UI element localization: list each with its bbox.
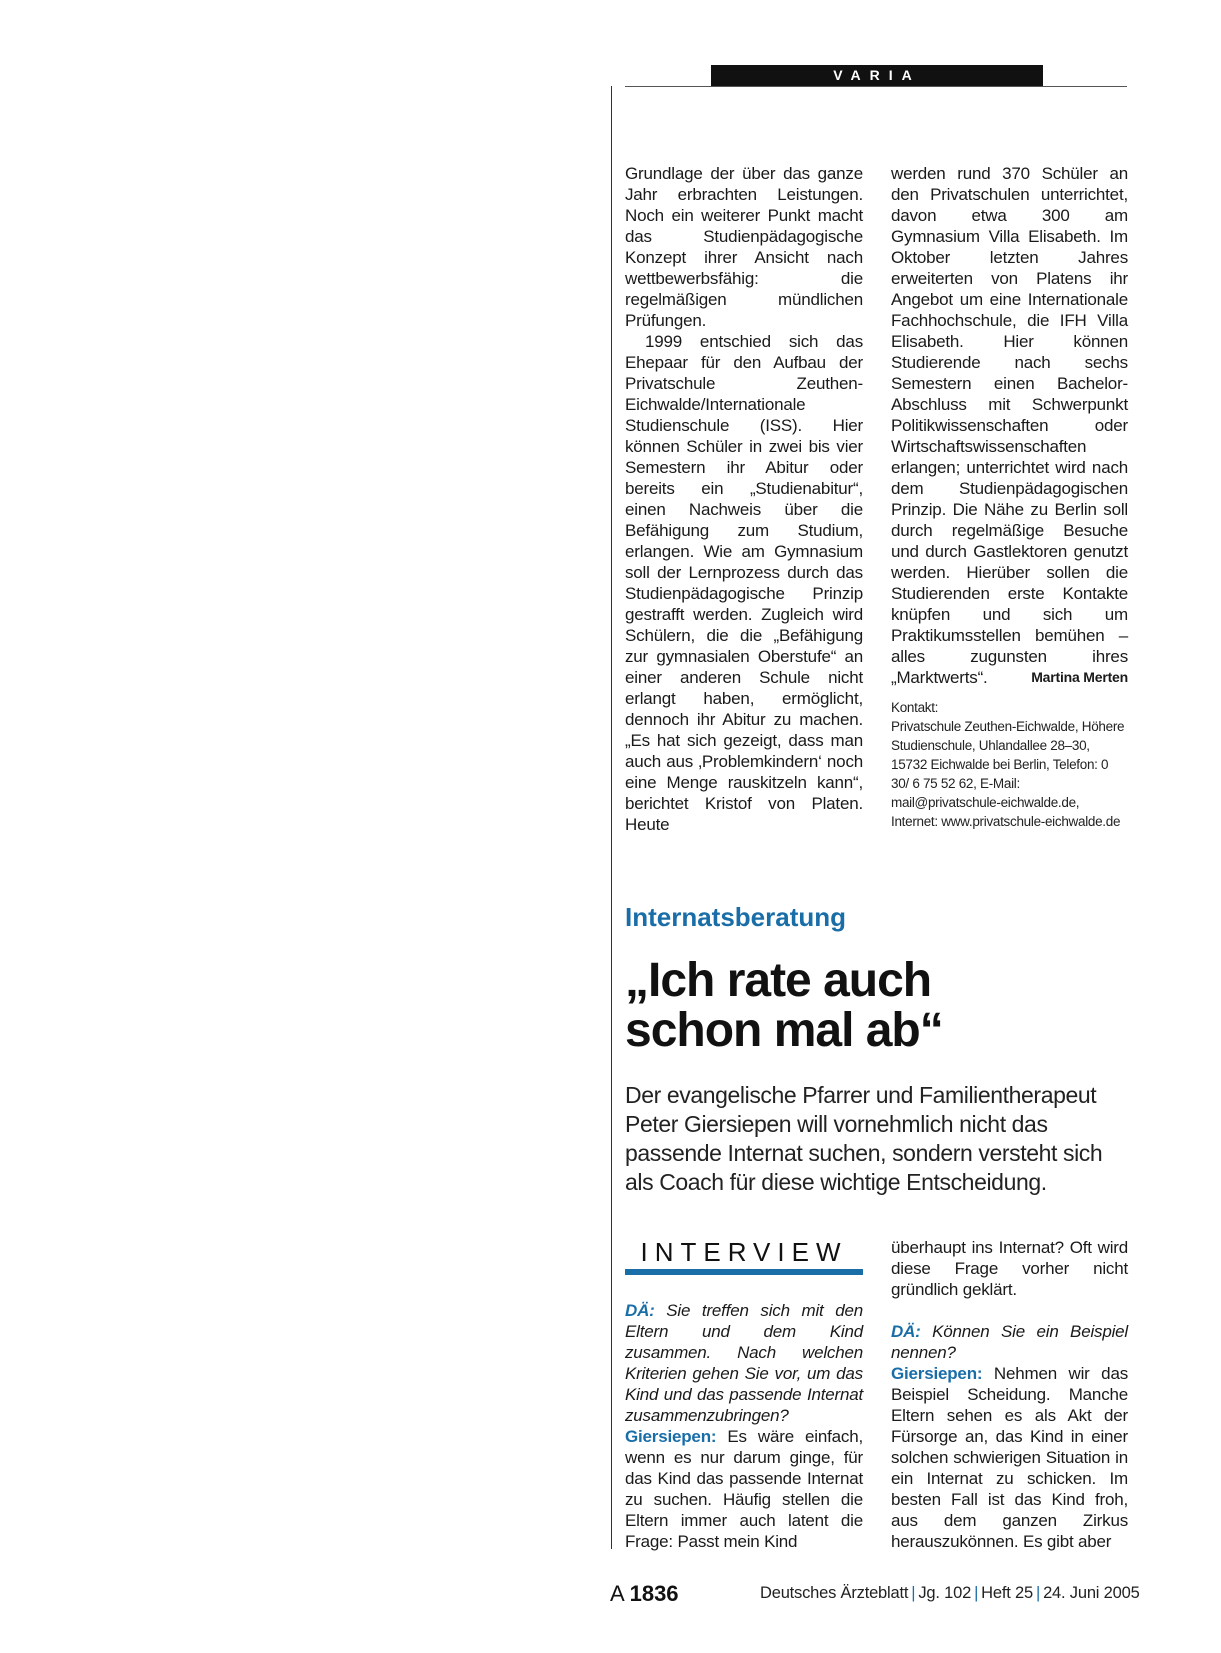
issue: Heft 25 (981, 1584, 1033, 1602)
header-rule (625, 86, 1127, 87)
page-number-value: 1836 (629, 1581, 679, 1606)
interview-label: INTERVIEW (640, 1237, 848, 1267)
article-kicker: Internatsberatung (625, 902, 847, 932)
paragraph: Grundlage der über das ganze Jahr erbrachten Leistungen. Noch ein weiterer Punkt macht das Studienpädagogische Konzept ihrer Ansicht nach wettbewerbsfähig: die regelmäßigen mündlichen Prüfungen. (625, 164, 863, 330)
article-lead: Der evangelische Pfarrer und Familientherapeut Peter Giersiepen will vornehmlich nicht das passende Internat suchen, sondern versteht sich als Coach für diese wichtige Entscheidung. (625, 1082, 1103, 1195)
journal-name: Deutsches Ärzteblatt (760, 1584, 909, 1602)
column-rule (611, 86, 612, 1549)
paragraph-text: werden rund 370 Schüler an den Privatschulen unterrichtet, davon etwa 300 am Gymnasium Villa Elisabeth. Im Oktober letzten Jahres erweiterten von Platens ihr Angebot um eine Internationale Fachhochschule, die IFH Villa Elisabeth. Hier können Studierende nach sechs Semestern einen Bachelor-Abschluss mit Schwerpunkt Politikwissenschaften oder Wirtschaftswissenschaften erlangen; unterrichtet wird nach dem Studienpädagogischen Prinzip. Die Nähe zu Berlin soll durch regelmäßige Besuche und durch Gastlektoren genutzt werden. Hierüber sollen die Studierenden erste Kontakte knüpfen und sich um Praktikumsstellen bemühen – alles zugunsten ihres „Marktwerts“. (891, 164, 1128, 687)
contact-text: Privatschule Zeuthen-Eichwalde, Höhere Studienschule, Uhlandallee 28–30, 15732 Eichwalde bei Berlin, Telefon: 0 30/ 6 75 52 62, E-Mail: mail@privatschule-eichwalde.de, Internet: www.privatschule-eichwalde.de (891, 719, 1125, 829)
page-prefix: A (610, 1581, 624, 1606)
volume: Jg. 102 (918, 1584, 972, 1602)
answer-speaker: Giersiepen: (625, 1427, 717, 1446)
interview-bar (625, 1269, 863, 1275)
question-text: Können Sie ein Beispiel nennen? (891, 1322, 1128, 1362)
headline-line: „Ich rate auch (625, 954, 932, 1007)
article-headline (625, 956, 1125, 1056)
issue-date: 24. Juni 2005 (1043, 1584, 1140, 1602)
question-text: Sie treffen sich mit den Eltern und dem Kind zusammen. Nach welchen Kriterien gehen Sie vor, um das Kind und das passende Internat zusammenzubringen? (625, 1301, 863, 1425)
paragraph: 1999 entschied sich das Ehepaar für den Aufbau der Privatschule Zeuthen-Eichwalde/Internationale Studienschule (ISS). Hier können Schüler in zwei bis vier Semestern ihr Abitur oder bereits ein „Studienabitur“, einen Nachweis über die Befähigung zum Studium, erlangen. Wie am Gymnasium soll der Lernprozess durch das Studienpädagogische Prinzip gestrafft werden. Zugleich wird Schülern, die die „Befähigung zur gymnasialen Oberstufe“ an einer anderen Schule nicht erlangt haben, ermöglicht, dennoch ihr Abitur zu machen. „Es hat sich gezeigt, dass man auch aus ‚Problemkindern‘ noch eine Menge rauskitzeln kann“, berichtet Kristof von Platen. Heute (625, 332, 863, 834)
answer-text: Es wäre einfach, wenn es nur darum ginge, für das Kind das passende Internat zu suchen. Häufig stellen die Eltern immer auch latent die Frage: Passt mein Kind (625, 1427, 863, 1551)
answer (625, 1426, 863, 1552)
answer-speaker: Giersiepen: (891, 1364, 983, 1383)
article1-right-column (891, 163, 1128, 831)
paragraph (891, 163, 1128, 688)
interview-right-column (891, 1237, 1128, 1552)
question (891, 1321, 1128, 1363)
answer-continuation: überhaupt ins Internat? Oft wird diese Frage vorher nicht gründlich geklärt. (891, 1238, 1128, 1299)
answer-text: Nehmen wir das Beispiel Scheidung. Manche Eltern sehen es als Akt der Fürsorge an, das Kind in einer solchen schwierigen Situation in ein Internat zu schicken. Im besten Fall ist das Kind froh, aus dem ganzen Zirkus herauszukönnen. Es gibt aber (891, 1364, 1128, 1551)
article1-left-column (625, 163, 863, 835)
contact-box (891, 698, 1128, 831)
question-speaker: DÄ: (891, 1322, 921, 1341)
page-number (610, 1581, 679, 1607)
section-label: VARIA (711, 65, 1043, 86)
question-speaker: DÄ: (625, 1301, 655, 1320)
headline-line: schon mal ab“ (625, 1004, 943, 1057)
question (625, 1300, 863, 1426)
author-byline: Martina Merten (1031, 669, 1128, 685)
answer (891, 1363, 1128, 1552)
publication-info: Deutsches Ärzteblatt | Jg. 102 | Heft 25 | 24. Juni 2005 (760, 1584, 1140, 1602)
contact-label: Kontakt: (891, 700, 939, 715)
interview-left-column (625, 1300, 863, 1552)
